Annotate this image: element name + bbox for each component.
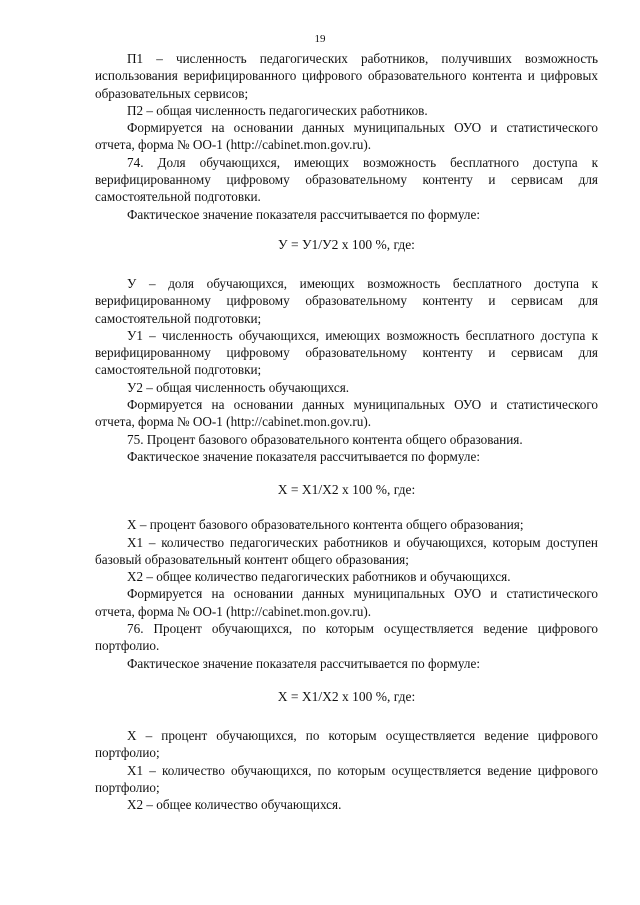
formula-74: У = У1/У2 х 100 %, где:: [278, 236, 415, 252]
paragraph-formula-intro: Фактическое значение показателя рассчитывается по формуле:: [127, 448, 481, 464]
paragraph-p1-definition: П1 – численность педагогических работников, получивших возможность использования верифицированного цифрового образовательного контента и цифровых образовательных сервисов;: [95, 51, 598, 101]
paragraph-x1-definition: Х1 – количество обучающихся, по которым осуществляется ведение цифрового портфолио;: [95, 762, 598, 795]
document-body: [95, 50, 598, 813]
paragraph-source-note: Формируется на основании данных муниципальных ОУО и статистического отчета, форма № ОО-1 (http://cabinet.mon.gov.ru).: [95, 120, 598, 153]
paragraph-indicator-75: 75. Процент базового образовательного контента общего образования.: [127, 431, 523, 447]
paragraph-x1-definition: Х1 – количество педагогических работников и обучающихся, которым доступен базовый образовательный контент общего образования;: [95, 534, 598, 567]
paragraph-indicator-74: 74. Доля обучающихся, имеющих возможность бесплатного доступа к верифицированному цифровому образовательному контенту и сервисам для самостоятельной подготовки.: [95, 154, 598, 205]
formula-76: Х = Х1/Х2 х 100 %, где:: [277, 688, 416, 704]
paragraph-u2-definition: У2 – общая численность обучающихся.: [127, 379, 350, 395]
paragraph-p2-definition: П2 – общая численность педагогических работников.: [127, 102, 428, 118]
formula-75: Х = Х1/Х2 х 100 %, где:: [277, 482, 416, 498]
paragraph-indicator-76: 76. Процент обучающихся, по которым осуществляется ведение цифрового портфолио.: [95, 621, 598, 654]
paragraph-x-definition: Х – процент обучающихся, по которым осуществляется ведение цифрового портфолио;: [95, 727, 598, 761]
paragraph-x2-definition: Х2 – общее количество педагогических работников и обучающихся.: [127, 569, 511, 585]
paragraph-x-definition: Х – процент базового образовательного контента общего образования;: [127, 517, 524, 533]
paragraph-x2-definition: Х2 – общее количество обучающихся.: [127, 797, 342, 813]
page-number: 19: [314, 33, 326, 45]
paragraph-u-definition: У – доля обучающихся, имеющих возможность бесплатного доступа к верифицированному цифровому образовательному контенту и сервисам для самостоятельной подготовки;: [95, 275, 598, 326]
paragraph-formula-intro: Фактическое значение показателя рассчитывается по формуле:: [127, 206, 481, 222]
paragraph-source-note: Формируется на основании данных муниципальных ОУО и статистического отчета, форма № ОО-1 (http://cabinet.mon.gov.ru).: [95, 397, 598, 430]
paragraph-source-note: Формируется на основании данных муниципальных ОУО и статистического отчета, форма № ОО-1 (http://cabinet.mon.gov.ru).: [95, 586, 598, 619]
paragraph-formula-intro: Фактическое значение показателя рассчитывается по формуле:: [127, 655, 481, 671]
paragraph-u1-definition: У1 – численность обучающихся, имеющих возможность бесплатного доступа к верифицированному цифровому образовательному контенту и сервисам для самостоятельной подготовки;: [95, 327, 598, 378]
